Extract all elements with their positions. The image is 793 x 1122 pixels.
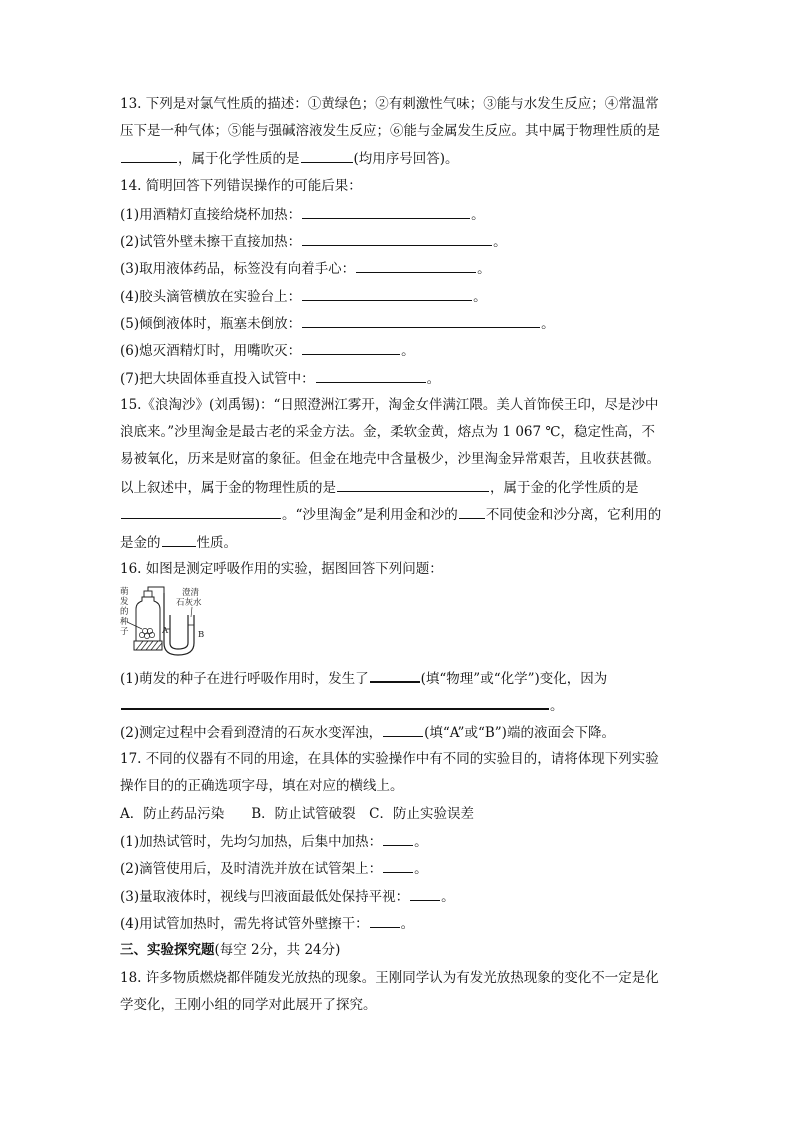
answer-blank[interactable]: [121, 694, 549, 710]
answer-blank[interactable]: [162, 532, 196, 547]
answer-blank[interactable]: [410, 886, 440, 901]
answer-blank[interactable]: [302, 204, 470, 219]
q14-item-5: (5)倾倒液体时，瓶塞未倒放： 。: [120, 313, 555, 333]
limewater-label: 石灰水: [176, 598, 202, 608]
q14-item-2: (2)试管外壁未擦干直接加热： 。: [120, 231, 507, 251]
answer-blank[interactable]: [302, 340, 400, 355]
section-3-title: 三、实验探究题: [120, 942, 215, 958]
section-3-heading: [120, 940, 340, 960]
answer-blank[interactable]: [121, 504, 281, 519]
q17-line-2: 操作目的的正确选项字母，填在对应的横线上。: [120, 778, 404, 794]
q16-title: 16. 如图是测定呼吸作用的实验，据图回答下列问题：: [120, 561, 443, 577]
seed-label-char: 子: [120, 627, 129, 637]
answer-blank[interactable]: [316, 368, 426, 383]
section-3-note: (每空 2分，共 24分): [214, 942, 341, 958]
answer-blank[interactable]: [302, 286, 472, 301]
answer-blank[interactable]: [383, 831, 413, 846]
q17-item-2: (2)滴管使用后，及时清洗并放在试管架上： 。: [120, 858, 428, 878]
answer-blank[interactable]: [383, 722, 423, 737]
q18-line-2: 学变化，王刚小组的同学对此展开了探究。: [120, 997, 377, 1013]
q15-line-4: 以上叙述中，属于金的物理性质的是 ，属于金的化学性质的是: [120, 477, 639, 497]
q17-item-3: (3)量取液体时，视线与凹液面最低处保持平视： 。: [120, 886, 455, 906]
q14-item-7: (7)把大块固体垂直投入试管中： 。: [120, 368, 440, 388]
q17-options: A．防止药品污染 B．防止试管破裂 C．防止实验误差: [120, 806, 474, 822]
q14-title: 14. 简明回答下列错误操作的可能后果：: [120, 178, 362, 194]
answer-blank[interactable]: [370, 913, 400, 928]
q15-line-1: 15.《浪淘沙》(刘禹锡)：“日照澄洲江雾开，淘金女伴满江隈。美人首饰侯王印，尽是沙中: [120, 397, 659, 413]
end-label-a: A: [162, 626, 169, 636]
answer-blank[interactable]: [370, 667, 420, 683]
q18-line-1: 18. 许多物质燃烧都伴随发光放热的现象。王刚同学认为有发光放热现象的变化不一定是化: [120, 970, 659, 986]
q15-line-3: 易被氧化，历来是财富的象征。但金在地壳中含量极少，沙里淘金异常艰苦，且收获甚微。: [120, 451, 660, 467]
q14-item-4: (4)胶头滴管横放在实验台上： 。: [120, 286, 487, 306]
answer-blank[interactable]: [459, 504, 485, 519]
seed-label-char: 种: [120, 617, 129, 627]
seed-label-char: 发: [120, 597, 129, 607]
answer-blank[interactable]: [302, 231, 492, 246]
seed-label-char: 萌: [120, 587, 129, 597]
q14-item-1: (1)用酒精灯直接给烧杯加热： 。: [120, 204, 485, 224]
q13-line-1: 13. 下列是对氯气性质的描述：①黄绿色；②有刺激性气味；③能与水发生反应；④常温常: [120, 96, 659, 112]
q13-line-3: ，属于化学性质的是 (均用序号回答)。: [120, 148, 459, 168]
q17-item-1: (1)加热试管时，先均匀加热，后集中加热： 。: [120, 831, 428, 851]
q17-item-4: (4)用试管加热时，需先将试管外壁擦干： 。: [120, 913, 414, 933]
q15-line-6: 是金的 性质。: [120, 532, 237, 552]
answer-blank[interactable]: [356, 258, 476, 273]
answer-blank[interactable]: [337, 477, 489, 492]
q15-line-2: 浪底来。”沙里淘金是最古老的采金方法。金，柔软金黄，熔点为 1 067 ℃，稳定性高，不: [120, 424, 655, 440]
q14-item-6: (6)熄灭酒精灯时，用嘴吹灭： 。: [120, 340, 415, 360]
limewater-label: 澄清: [182, 588, 200, 598]
q13-line-2: 压下是一种气体；⑤能与强碱溶液发生反应；⑥能与金属发生反应。其中属于物理性质的是: [120, 123, 660, 139]
answer-blank[interactable]: [121, 148, 177, 163]
answer-blank[interactable]: [301, 148, 353, 163]
q16-part-2: (2)测定过程中会看到澄清的石灰水变浑浊， (填“A”或“B”)端的液面会下降。: [120, 722, 615, 742]
q14-item-3: (3)取用液体药品，标签没有向着手心： 。: [120, 258, 491, 278]
answer-blank[interactable]: [302, 313, 540, 328]
q16-part-1: (1)萌发的种子在进行呼吸作用时，发生了 (填“物理”或“化学”)变化，因为: [120, 667, 607, 687]
answer-blank[interactable]: [383, 858, 413, 873]
q16-part-1-reason: 。: [120, 694, 564, 714]
q17-line-1: 17. 不同的仪器有不同的用途，在具体的实验操作中有不同的实验目的，请将体现下列实验: [120, 751, 659, 767]
seed-label-char: 的: [120, 607, 129, 617]
q15-line-5: 。“沙里淘金”是利用金和沙的 不同使金和沙分离，它利用的: [120, 504, 661, 524]
respiration-apparatus-diagram: [118, 585, 230, 659]
end-label-b: B: [198, 630, 205, 640]
